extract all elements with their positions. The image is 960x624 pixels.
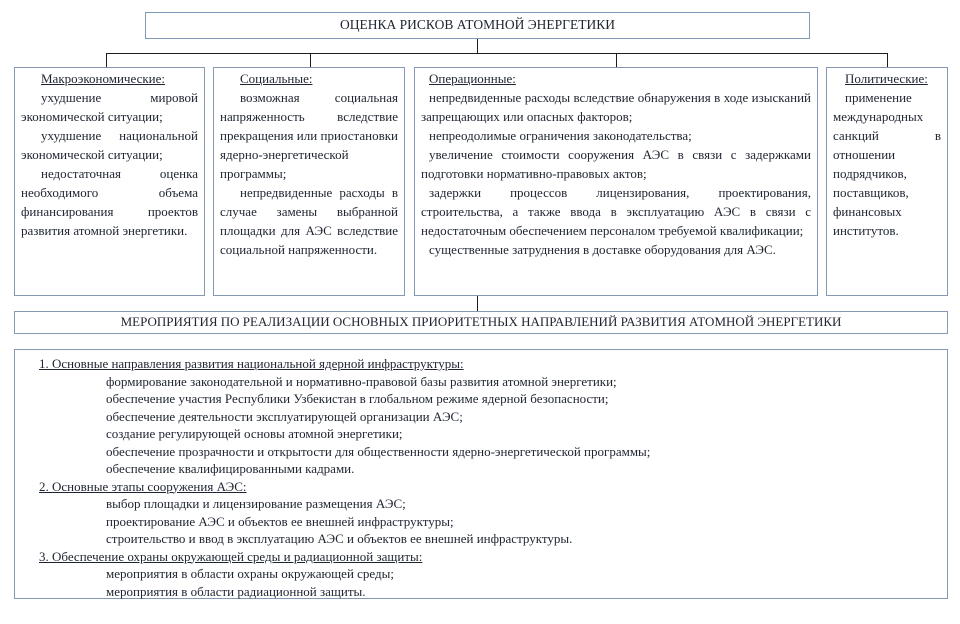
- connector-drop-macroeconomic: [106, 53, 107, 67]
- title-box: [145, 12, 810, 39]
- risk-item: существенные затруднения в доставке оборудования для АЭС.: [429, 242, 776, 257]
- risk-item: ухудшение мировой экономической ситуации;: [21, 90, 198, 124]
- measures-banner-text: МЕРОПРИЯТИЯ ПО РЕАЛИЗАЦИИ ОСНОВНЫХ ПРИОРИТЕТНЫХ НАПРАВЛЕНИЙ РАЗВИТИЯ АТОМНОЙ ЭНЕРГЕТИКИ: [120, 314, 842, 329]
- connector-banner-stem: [477, 296, 478, 311]
- measure-item: мероприятия в области радиационной защиты.: [106, 583, 366, 599]
- connector-horizontal-bar: [106, 53, 887, 54]
- risk-box-heading-text: Социальные:: [240, 71, 313, 86]
- risk-item: недостаточная оценка необходимого объема финансирования проектов развития атомной энергетики.: [21, 166, 198, 238]
- risk-box-heading: [220, 69, 398, 88]
- measures-group-heading-text: 3. Обеспечение охраны окружающей среды и радиационной защиты:: [39, 548, 423, 564]
- risk-box-political: [826, 67, 948, 296]
- risk-box-heading-text: Политические:: [845, 71, 928, 86]
- measure-item: обеспечение квалифицированными кадрами.: [106, 461, 355, 476]
- measures-group-heading-text: 2. Основные этапы сооружения АЭС:: [39, 478, 247, 494]
- measures-banner: [14, 311, 948, 334]
- risk-item: непредвиденные расходы в случае замены выбранной площадки для АЭС вследствие социальной напряженности.: [220, 185, 398, 257]
- risk-item: возможная социальная напряженность вследствие прекращения или приостановки ядерно-энергетической программы;: [220, 90, 398, 181]
- measures-group-heading: [39, 548, 935, 566]
- risk-item: применение международных санкций в отношении подрядчиков, поставщиков, финансовых институтов.: [833, 90, 941, 238]
- risk-box-heading: [833, 69, 941, 88]
- diagram-title: ОЦЕНКА РИСКОВ АТОМНОЙ ЭНЕРГЕТИКИ: [340, 17, 615, 32]
- measures-group-heading-text: 1. Основные направления развития национальной ядерной инфраструктуры:: [39, 356, 464, 371]
- measures-group-heading: [39, 355, 935, 373]
- measure-item: обеспечение прозрачности и открытости для общественности ядерно-энергетической программы;: [106, 443, 651, 459]
- measure-item: строительство и ввод в эксплуатацию АЭС и объектов ее внешней инфраструктуры.: [106, 531, 573, 546]
- risk-box-social: [213, 67, 405, 296]
- measure-item: формирование законодательной и нормативно-правовой базы развития атомной энергетики;: [106, 373, 617, 389]
- risk-item: ухудшение национальной экономической ситуации;: [21, 128, 198, 162]
- measures-group-heading: [39, 478, 935, 496]
- measure-item: мероприятия в области охраны окружающей среды;: [106, 566, 394, 581]
- risk-box-operational: [414, 67, 818, 296]
- measure-item: выбор площадки и лицензирование размещения АЭС;: [106, 496, 406, 511]
- risk-box-macroeconomic: [14, 67, 205, 296]
- risk-box-heading-text: Макроэкономические:: [41, 71, 165, 86]
- measure-item: создание регулирующей основы атомной энергетики;: [106, 426, 403, 441]
- measures-box: [14, 349, 948, 599]
- measure-item: обеспечение деятельности эксплуатирующей организации АЭС;: [106, 408, 463, 424]
- risk-item: увеличение стоимости сооружения АЭС в связи с задержками подготовки нормативно-правовых актов;: [421, 147, 811, 181]
- risk-item: непреодолимые ограничения законодательства;: [429, 128, 692, 143]
- risk-item: непредвиденные расходы вследствие обнаружения в ходе изысканий запрещающих или опасных факторов;: [421, 90, 811, 124]
- connector-drop-political: [887, 53, 888, 67]
- risk-box-heading-text: Операционные:: [429, 71, 516, 86]
- measure-item: проектирование АЭС и объектов ее внешней инфраструктуры;: [106, 513, 454, 529]
- measure-item: обеспечение участия Республики Узбекистан в глобальном режиме ядерной безопасности;: [106, 391, 609, 406]
- connector-title-stem: [477, 39, 478, 53]
- risk-item: задержки процессов лицензирования, проектирования, строительства, а также ввода в эксплуатацию АЭС в связи с недостаточным обеспечением персоналом требуемой квалификации;: [421, 185, 811, 238]
- risk-box-heading: [21, 69, 198, 88]
- risk-box-heading: [421, 69, 811, 88]
- connector-drop-operational: [616, 53, 617, 67]
- connector-drop-social: [310, 53, 311, 67]
